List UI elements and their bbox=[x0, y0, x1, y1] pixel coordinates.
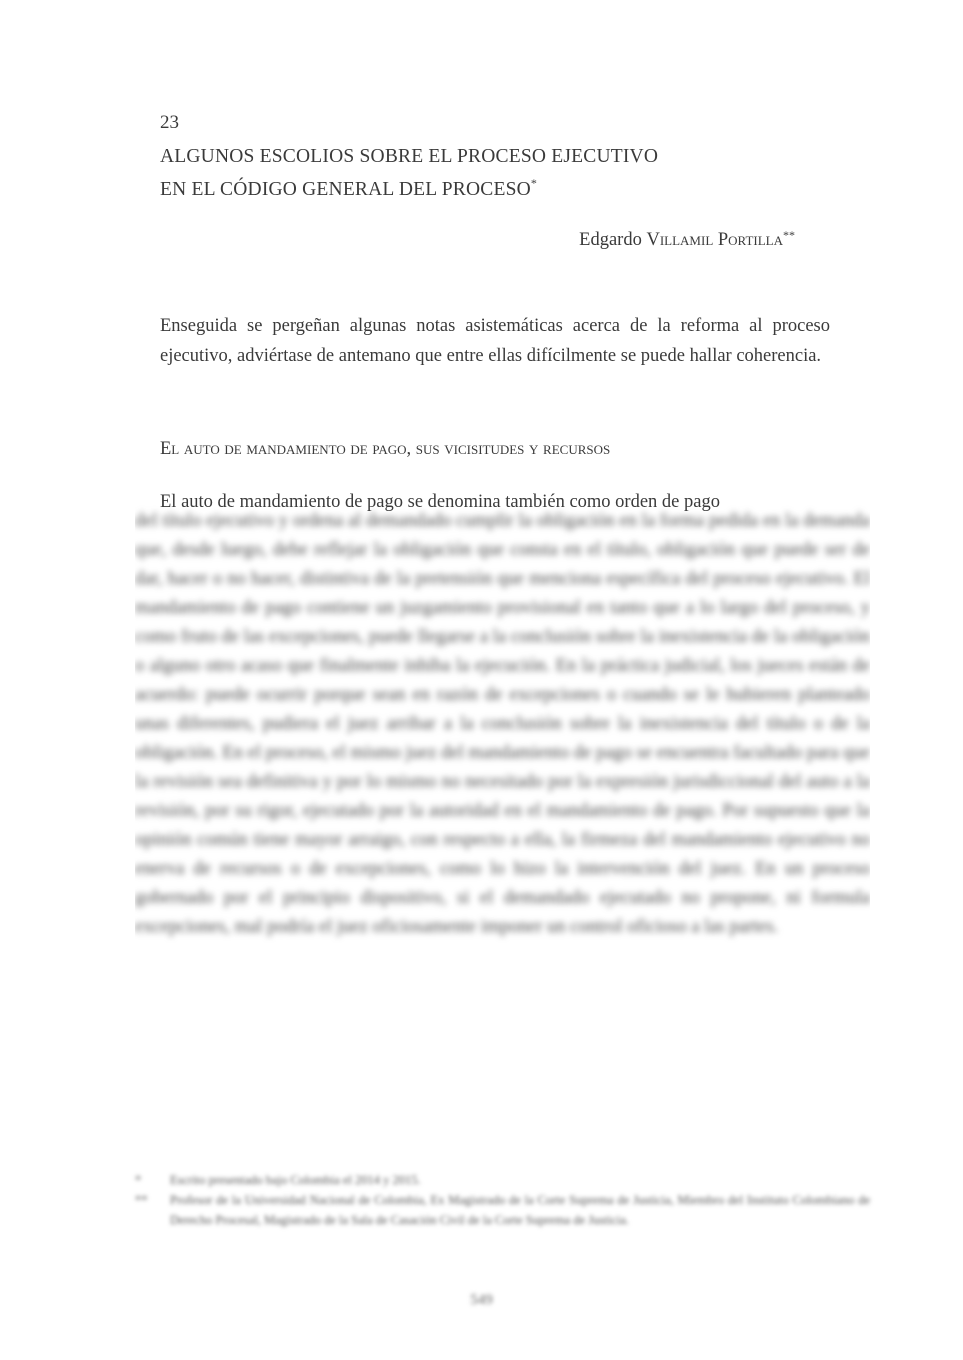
chapter-title-line-1: ALGUNOS ESCOLIOS SOBRE EL PROCESO EJECUTIVO bbox=[160, 146, 659, 167]
footnote-mark: ** bbox=[135, 1193, 148, 1207]
author-surname: Villamil Portilla bbox=[646, 230, 783, 250]
author-footnote-mark: ** bbox=[783, 228, 795, 242]
section-heading: El auto de mandamiento de pago, sus vicisitudes y recursos bbox=[160, 439, 611, 459]
footnotes bbox=[135, 1170, 870, 1230]
chapter-title bbox=[160, 144, 658, 203]
author-first-name: Edgardo bbox=[579, 230, 642, 250]
body-blurred-paragraph: del título ejecutivo y ordena al demandado cumplir la obligación en la forma pedida en la demanda que, desde luego, debe reflejar la obligación que consta en el título, obligación que puede ser de dar, hacer o no hacer, distintiva de la pretensión que menciona específica del proceso ejecutivo. El mandamiento de pago contiene un juzgamiento provisional en tanto que a lo largo del proceso, y como fruto de las excepciones, puede llegarse a la conclusión sobre la inexistencia de la obligación o alguno otro acaso que finalmente inhiba la ejecución. En la práctica judicial, los jueces están de acuerdo: puede ocurrir porque sean en razón de excepciones o cuando se le hubieren planteado unas diferentes, pudiera el juez arribar a la conclusión sobre la inexistencia del título o de la obligación. En el proceso, el mismo juez del mandamiento de pago se encuentra facultado para que la revisión sea definitiva y por lo mismo no necesitado por la expresión jurisdiccional del auto a la revisión, por su rigor, ejecutado por la autoridad en el mandamiento de pago. Por supuesto que la opinión común tiene mayor arraigo, con respecto a ella, la firmeza del mandamiento ejecutivo no enerva de recursos o de excepciones, como lo hizo la intervención del juez. En un proceso gobernado por el principio dispositivo, si el demandado ejecutado no propone, ni formula excepciones, mal podría el juez oficiosamente imponer un control oficioso a las partes. bbox=[135, 511, 870, 937]
chapter-number: 23 bbox=[160, 112, 179, 133]
title-footnote-mark: * bbox=[530, 176, 538, 190]
intro-paragraph: Enseguida se pergeñan algunas notas asistemáticas acerca de la reforma al proceso ejecutivo, adviértase de antemano que entre ellas difícilmente se puede hallar coherencia. bbox=[160, 316, 830, 366]
footnote-text: Profesor de la Universidad Nacional de Colombia, Ex Magistrado de la Corte Suprema de Justicia, Miembro del Instituto Colombiano de Derecho Procesal, Magistrado de la Sala de Casación Civil de la Corte Suprema de Justicia. bbox=[170, 1193, 870, 1227]
footnote bbox=[135, 1170, 870, 1190]
author-byline bbox=[579, 228, 795, 251]
footnote-text: Escrito presentado bajo Colombia el 2014 y 2015. bbox=[170, 1173, 421, 1187]
footnote-mark: * bbox=[135, 1173, 142, 1187]
body-first-line: El auto de mandamiento de pago se denomina también como orden de pago bbox=[160, 492, 720, 512]
page-number: 549 bbox=[470, 1292, 493, 1308]
footnote bbox=[135, 1190, 870, 1230]
blurred-body-region bbox=[135, 505, 870, 1120]
chapter-title-line-2 bbox=[160, 170, 658, 203]
chapter-title-line-2-text: EN EL CÓDIGO GENERAL DEL PROCESO bbox=[160, 179, 531, 200]
